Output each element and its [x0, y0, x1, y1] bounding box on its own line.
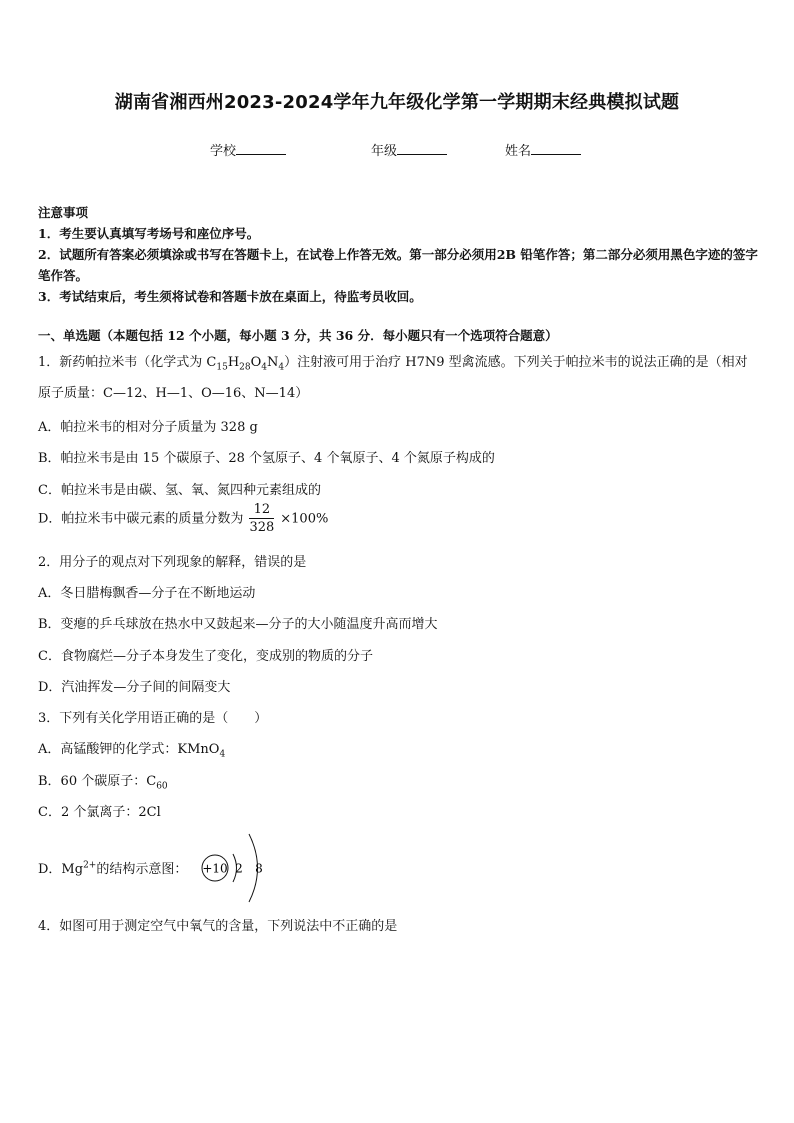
question-1-option-a: A．帕拉米韦的相对分子质量为 328 g — [38, 420, 258, 435]
question-3-option-d: D．$Mg^{2+}$的结构示意图： — [38, 860, 188, 877]
question-3-option-b: B．60 个碳原子：$C_{60}$ — [38, 774, 168, 792]
school-label: 学校 — [210, 144, 237, 159]
question-2-option-d: D．汽油挥发—分子间的间隔变大 — [38, 680, 231, 695]
grade-blank — [397, 142, 447, 155]
name-field — [505, 140, 581, 159]
grade-label: 年级 — [371, 144, 398, 159]
note-item: 2．试题所有答案必须填涂或书写在答题卡上，在试卷上作答无效。第一部分必须用2B 铅笔作答；第二部分必须用黑色字迹的签字笔作答。 — [38, 247, 758, 283]
question-3-option-a: A．高锰酸钾的化学式：KMnO$_4$ — [38, 742, 226, 760]
question-2-stem: 2．用分子的观点对下列现象的解释，错误的是 — [38, 555, 307, 570]
mg-ion-structure-diagram — [196, 830, 276, 906]
note-item: 1．考生要认真填写考场号和座位序号。 — [38, 226, 260, 241]
fraction: $\frac{12}{328}$ — [249, 502, 275, 535]
question-1-stem: 1．新药帕拉米韦（化学式为 $C_{15}H_{28}O_4N_4$）注射液可用于治疗 H7N9 型禽流感。下列关于帕拉米韦的说法正确的是（相对原子质量：C—12、H—1、O—16、N—14） — [38, 355, 748, 401]
exam-title: 湖南省湘西州2023-2024学年九年级化学第一学期期末经典模拟试题 — [114, 92, 680, 113]
school-blank — [236, 142, 286, 155]
question-3-option-c: C．2 个氯离子：2Cl — [38, 805, 161, 820]
question-1-option-d: D．帕拉米韦中碳元素的质量分数为 $\frac{12}{328}$ ×100% — [38, 502, 329, 535]
shell-2-electrons: 8 — [255, 861, 263, 876]
question-2-option-c: C．食物腐烂—分子本身发生了变化，变成别的物质的分子 — [38, 649, 373, 664]
grade-field — [371, 140, 447, 159]
notes-block — [38, 202, 760, 307]
school-field — [210, 140, 286, 159]
question-1-option-c: C．帕拉米韦是由碳、氢、氧、氮四种元素组成的 — [38, 483, 321, 498]
question-3-stem: 3．下列有关化学用语正确的是（ ） — [38, 711, 268, 726]
note-item: 3．考试结束后，考生须将试卷和答题卡放在桌面上，待监考员收回。 — [38, 289, 422, 304]
name-blank — [531, 142, 581, 155]
question-1-option-b: B．帕拉米韦是由 15 个碳原子、28 个氢原子、4 个氧原子、4 个氮原子构成的 — [38, 451, 495, 466]
notes-heading: 注意事项 — [38, 205, 89, 220]
section-heading: 一、单选题（本题包括 12 个小题，每小题 3 分，共 36 分．每小题只有一个选项符合题意） — [38, 328, 558, 343]
nucleus-charge: +10 — [202, 861, 228, 876]
name-label: 姓名 — [505, 144, 532, 159]
question-4-stem: 4．如图可用于测定空气中氧气的含量，下列说法中不正确的是 — [38, 919, 398, 934]
question-2-option-a: A．冬日腊梅飘香—分子在不断地运动 — [38, 586, 256, 601]
shell-1-electrons: 2 — [235, 861, 243, 876]
question-2-option-b: B．变瘪的乒乓球放在热水中又鼓起来—分子的大小随温度升高而增大 — [38, 617, 438, 632]
